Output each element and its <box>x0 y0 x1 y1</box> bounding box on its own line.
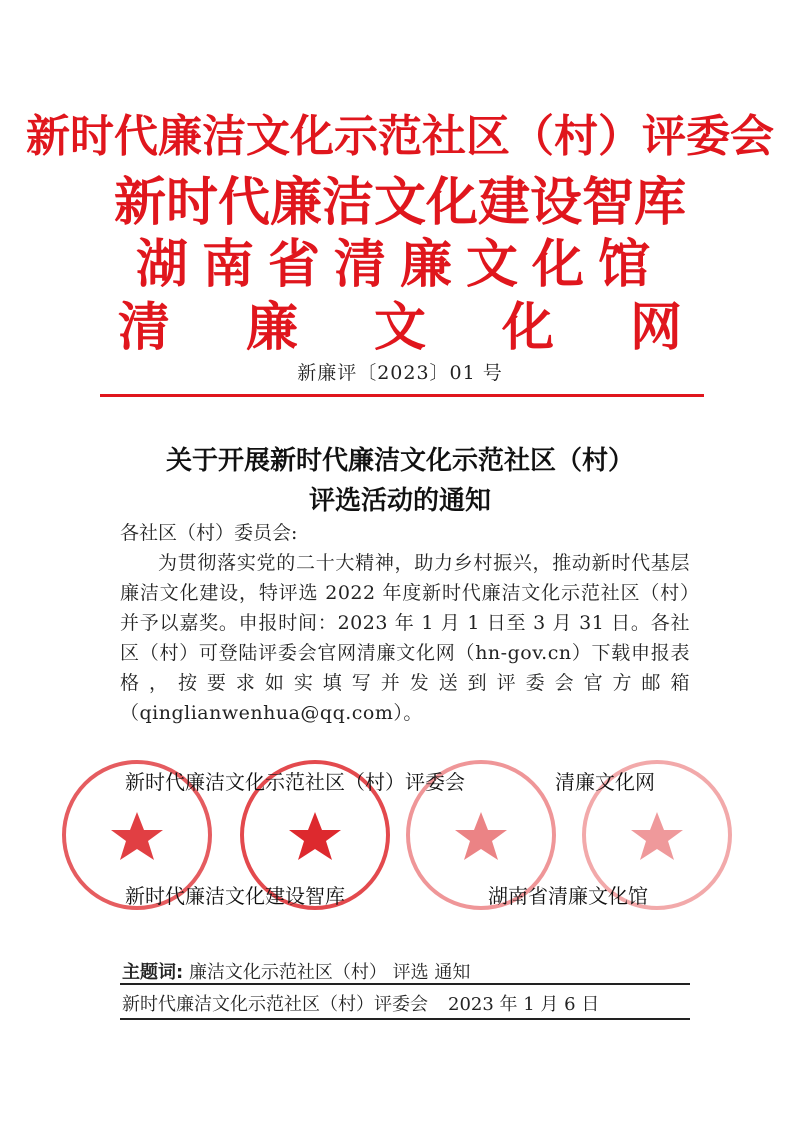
header-line-2: 新时代廉洁文化建设智库 <box>113 172 686 233</box>
header-line-3: 湖南省清廉文化馆 <box>135 234 664 295</box>
salutation: 各社区（村）委员会: <box>120 522 298 544</box>
header-line-4-char: 化 <box>501 297 554 358</box>
keywords <box>122 958 470 984</box>
header-line-4-char: 清 <box>117 297 170 358</box>
header-line-4-char: 网 <box>629 297 682 358</box>
signature-committee: 新时代廉洁文化示范社区（村）评委会 <box>125 770 465 794</box>
footer-issuer: 新时代廉洁文化示范社区（村）评委会 <box>122 994 428 1015</box>
notice-title-line-2: 评选活动的通知 <box>308 486 491 516</box>
red-divider <box>100 394 704 397</box>
footer-divider-top <box>120 983 690 985</box>
header-line-4 <box>0 285 800 360</box>
signature-museum: 湖南省清廉文化馆 <box>488 884 648 908</box>
footer <box>122 990 599 1016</box>
signature-think-tank: 新时代廉洁文化建设智库 <box>125 884 345 908</box>
body-paragraph: 为贯彻落实党的二十大精神，助力乡村振兴，推动新时代基层廉洁文化建设，特评选 2022 年度新时代廉洁文化示范社区（村）并予以嘉奖。申报时间：2023 年 1 月 1 日至 3 月 31 日。各社区（村）可登陆评委会官网清廉文化网（hn-gov.cn）下载申报表格，按要求如实填写并发送到评委会官方邮箱（qinglianwenhua@qq.com）。 <box>120 552 690 724</box>
keywords-value: 廉洁文化示范社区（村） 评选 通知 <box>188 962 471 983</box>
notice-title-line-1: 关于开展新时代廉洁文化示范社区（村） <box>165 446 634 476</box>
document-number: 新廉评〔2023〕01 号 <box>297 362 503 384</box>
keywords-label: 主题词: <box>122 962 184 983</box>
signature-website: 清廉文化网 <box>555 770 655 794</box>
header-line-1: 新时代廉洁文化示范社区（村）评委会 <box>26 111 774 162</box>
footer-date: 2023 年 1 月 6 日 <box>448 994 600 1015</box>
footer-divider-bottom <box>120 1018 690 1020</box>
header-line-4-char: 文 <box>373 297 426 358</box>
header-line-4-char: 廉 <box>245 297 298 358</box>
